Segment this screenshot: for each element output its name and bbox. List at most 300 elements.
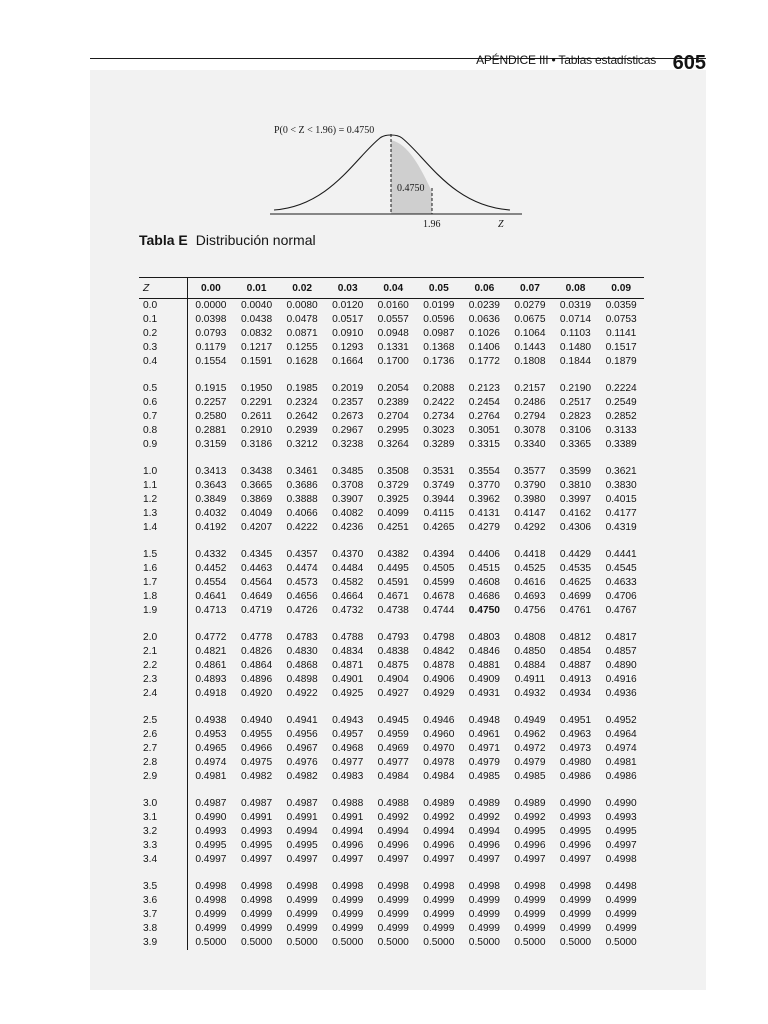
probability-cell: 0.4983	[332, 771, 364, 782]
probability-cell: 0.4943	[332, 715, 364, 726]
probability-cell: 0.4993	[559, 812, 592, 823]
z-value-cell: 3.5	[139, 880, 188, 894]
probability-cell: 0.4995	[559, 826, 592, 837]
probability-cell: 0.3980	[514, 494, 546, 505]
probability-cell: 0.4975	[240, 757, 273, 768]
probability-cell: 0.3389	[605, 439, 637, 450]
probability-cell: 0.0199	[423, 300, 455, 311]
probability-cell: 0.1985	[286, 383, 318, 394]
probability-cell: 0.4962	[514, 729, 546, 740]
probability-cell: 0.4995	[240, 840, 273, 851]
probability-cell: 0.2823	[559, 411, 592, 422]
probability-cell: 0.4857	[605, 646, 637, 657]
probability-cell: 0.4887	[559, 660, 592, 671]
probability-cell: 0.2734	[423, 411, 455, 422]
table-row	[139, 714, 644, 728]
table-row	[139, 756, 644, 770]
probability-cell: 0.3133	[605, 425, 637, 436]
probability-cell: 0.2019	[332, 383, 364, 394]
probability-cell: 0.0987	[423, 328, 455, 339]
probability-cell: 0.4946	[423, 715, 455, 726]
probability-cell: 0.0832	[240, 328, 273, 339]
probability-cell: 0.4898	[286, 674, 318, 685]
probability-cell: 0.4798	[423, 632, 455, 643]
probability-cell: 0.4986	[605, 771, 637, 782]
z-value-cell: 1.5	[139, 548, 188, 562]
probability-cell: 0.4999	[240, 923, 273, 934]
probability-cell: 0.4222	[286, 522, 318, 533]
probability-cell: 0.4992	[423, 812, 455, 823]
probability-cell: 0.4997	[423, 854, 455, 865]
probability-cell: 0.4788	[332, 632, 364, 643]
probability-cell: 0.4999	[605, 923, 637, 934]
probability-cell: 0.4997	[286, 854, 318, 865]
probability-cell: 0.2881	[195, 425, 227, 436]
table-row	[139, 936, 644, 950]
probability-cell: 0.4441	[605, 549, 637, 560]
column-header: 0.06	[462, 278, 508, 299]
probability-cell: 0.3888	[286, 494, 318, 505]
probability-cell: 0.4997	[195, 854, 227, 865]
spacer-cell	[188, 618, 645, 631]
running-head: APÉNDICE III • Tablas estadísticas	[476, 53, 656, 67]
probability-cell: 0.4999	[514, 909, 546, 920]
probability-cell: 0.3790	[514, 480, 546, 491]
group-spacer	[139, 867, 644, 880]
probability-cell: 0.4893	[195, 674, 227, 685]
probability-cell: 0.0714	[559, 314, 592, 325]
probability-cell: 0.4846	[468, 646, 500, 657]
probability-cell: 0.3708	[332, 480, 364, 491]
probability-cell: 0.4177	[605, 508, 637, 519]
table-row	[139, 687, 644, 701]
z-value-cell: 3.3	[139, 839, 188, 853]
probability-cell: 0.4997	[240, 854, 273, 865]
probability-cell: 0.5000	[332, 937, 364, 948]
probability-cell: 0.4994	[286, 826, 318, 837]
page-number: 605	[672, 52, 706, 74]
probability-cell: 0.4998	[423, 881, 455, 892]
z-value-cell: 0.6	[139, 396, 188, 410]
probability-cell: 0.4966	[240, 743, 273, 754]
probability-cell: 0.4772	[195, 632, 227, 643]
probability-cell: 0.4994	[423, 826, 455, 837]
probability-cell: 0.0080	[286, 300, 318, 311]
probability-cell: 0.4989	[468, 798, 500, 809]
probability-cell: 0.3686	[286, 480, 318, 491]
probability-cell: 0.4778	[240, 632, 273, 643]
probability-cell: 0.4957	[332, 729, 364, 740]
table-row	[139, 673, 644, 687]
probability-cell: 0.4987	[240, 798, 273, 809]
table-row	[139, 590, 644, 604]
spacer-cell	[139, 618, 188, 631]
probability-cell: 0.4999	[559, 895, 592, 906]
probability-cell: 0.4992	[514, 812, 546, 823]
probability-cell: 0.1293	[332, 342, 364, 353]
spacer-cell	[139, 784, 188, 797]
z-value-cell: 0.9	[139, 438, 188, 452]
probability-cell: 0.1808	[514, 356, 546, 367]
probability-cell: 0.2764	[468, 411, 500, 422]
probability-cell: 0.4998	[559, 881, 592, 892]
probability-cell: 0.4265	[423, 522, 455, 533]
probability-cell: 0.4994	[468, 826, 500, 837]
probability-cell: 0.2422	[423, 397, 455, 408]
z-value-cell: 2.0	[139, 631, 188, 645]
shaded-area	[391, 140, 432, 214]
probability-cell: 0.4719	[240, 605, 273, 616]
probability-cell: 0.4998	[240, 895, 273, 906]
z-value-cell: 0.4	[139, 355, 188, 369]
probability-cell: 0.1217	[240, 342, 273, 353]
probability-cell: 0.2123	[468, 383, 500, 394]
probability-cell: 0.4999	[514, 923, 546, 934]
probability-cell: 0.4099	[377, 508, 409, 519]
probability-cell: 0.4999	[423, 923, 455, 934]
table-row	[139, 424, 644, 438]
probability-cell: 0.4207	[240, 522, 273, 533]
spacer-cell	[188, 452, 645, 465]
probability-cell: 0.4998	[605, 854, 637, 865]
group-spacer	[139, 535, 644, 548]
probability-cell: 0.2224	[605, 383, 637, 394]
probability-cell: 0.4993	[195, 826, 227, 837]
probability-cell: 0.2642	[286, 411, 318, 422]
probability-cell: 0.1103	[560, 328, 591, 339]
probability-cell: 0.1664	[332, 356, 364, 367]
probability-cell: 0.4945	[377, 715, 409, 726]
table-row	[139, 355, 644, 369]
probability-cell: 0.4925	[332, 688, 364, 699]
probability-cell: 0.4995	[195, 840, 227, 851]
probability-cell: 0.4998	[195, 881, 227, 892]
probability-cell: 0.4953	[195, 729, 227, 740]
z-value-cell: 0.1	[139, 313, 188, 327]
z-value-cell: 1.0	[139, 465, 188, 479]
probability-cell: 0.4999	[332, 909, 364, 920]
probability-cell: 0.4997	[332, 854, 364, 865]
probability-cell: 0.4830	[286, 646, 318, 657]
probability-cell: 0.4991	[286, 812, 318, 823]
probability-cell: 0.5000	[377, 937, 409, 948]
probability-cell: 0.4998	[377, 881, 409, 892]
probability-cell: 0.3665	[240, 480, 273, 491]
probability-cell: 0.5000	[195, 937, 227, 948]
table-row	[139, 479, 644, 493]
probability-cell: 0.4319	[605, 522, 637, 533]
probability-cell: 0.4994	[332, 826, 364, 837]
probability-cell: 0.5000	[514, 937, 546, 948]
probability-cell: 0.4990	[605, 798, 637, 809]
probability-cell: 0.2454	[468, 397, 500, 408]
probability-cell: 0.4979	[514, 757, 546, 768]
probability-cell: 0.1064	[514, 328, 546, 339]
probability-cell: 0.4995	[286, 840, 318, 851]
probability-cell: 0.4656	[286, 591, 318, 602]
probability-cell: 0.1879	[605, 356, 637, 367]
probability-cell: 0.2517	[559, 397, 592, 408]
probability-cell: 0.2054	[377, 383, 409, 394]
probability-cell: 0.4783	[286, 632, 318, 643]
probability-cell: 0.2486	[514, 397, 546, 408]
probability-cell: 0.3186	[240, 439, 273, 450]
probability-cell: 0.1700	[377, 356, 409, 367]
probability-cell: 0.4996	[423, 840, 455, 851]
probability-cell: 0.1141	[605, 328, 637, 339]
probability-cell: 0.4963	[559, 729, 592, 740]
probability-cell: 0.4082	[332, 508, 364, 519]
probability-cell: 0.5000	[240, 937, 273, 948]
spacer-cell	[188, 701, 645, 714]
z-value-cell: 0.8	[139, 424, 188, 438]
z-value-cell: 2.1	[139, 645, 188, 659]
table-row	[139, 770, 644, 784]
table-row	[139, 465, 644, 479]
probability-cell: 0.4999	[240, 909, 273, 920]
probability-cell: 0.4834	[332, 646, 364, 657]
table-row	[139, 299, 644, 314]
probability-cell: 0.2939	[286, 425, 318, 436]
probability-cell: 0.0398	[195, 314, 227, 325]
probability-cell: 0.4998	[468, 881, 500, 892]
table-row	[139, 659, 644, 673]
probability-cell: 0.4066	[286, 508, 318, 519]
probability-cell: 0.4981	[195, 771, 227, 782]
probability-cell: 0.4969	[377, 743, 409, 754]
probability-cell: 0.4251	[377, 522, 409, 533]
probability-cell: 0.4236	[332, 522, 364, 533]
probability-cell: 0.4992	[468, 812, 500, 823]
probability-cell: 0.4952	[605, 715, 637, 726]
probability-cell: 0.4934	[559, 688, 592, 699]
z-value-cell: 1.2	[139, 493, 188, 507]
table-row	[139, 341, 644, 355]
table-row	[139, 493, 644, 507]
z-value-cell: 0.0	[139, 299, 188, 314]
probability-cell: 0.4525	[514, 563, 546, 574]
probability-cell: 0.4452	[195, 563, 227, 574]
probability-cell: 0.4909	[468, 674, 500, 685]
probability-cell: 0.4842	[423, 646, 455, 657]
probability-cell: 0.0871	[286, 328, 318, 339]
probability-cell: 0.4960	[423, 729, 455, 740]
probability-cell: 0.0160	[377, 300, 409, 311]
table-row	[139, 327, 644, 341]
group-spacer	[139, 452, 644, 465]
probability-cell: 0.4808	[514, 632, 546, 643]
column-header: 0.05	[416, 278, 462, 299]
probability-cell: 0.4474	[286, 563, 318, 574]
probability-cell: 0.1480	[559, 342, 592, 353]
probability-cell: 0.4999	[332, 923, 364, 934]
probability-cell: 0.2549	[605, 397, 637, 408]
column-header: 0.00	[188, 278, 234, 299]
z-axis-label: Z	[498, 219, 504, 230]
probability-cell: 0.4999	[605, 909, 637, 920]
probability-cell: 0.4678	[423, 591, 455, 602]
probability-cell: 0.4744	[423, 605, 455, 616]
z-value-cell: 2.5	[139, 714, 188, 728]
probability-cell: 0.4998	[286, 881, 318, 892]
probability-cell: 0.4973	[559, 743, 592, 754]
probability-cell: 0.4996	[514, 840, 546, 851]
z-value-cell: 0.5	[139, 382, 188, 396]
z-value-cell: 1.1	[139, 479, 188, 493]
probability-cell: 0.0636	[468, 314, 500, 325]
z-value-cell: 0.7	[139, 410, 188, 424]
probability-cell: 0.4871	[332, 660, 364, 671]
probability-cell: 0.4965	[195, 743, 227, 754]
probability-label: P(0 < Z < 1.96) = 0.4750	[274, 125, 375, 136]
probability-cell: 0.0438	[240, 314, 273, 325]
probability-cell: 0.4875	[377, 660, 409, 671]
probability-cell: 0.4913	[559, 674, 592, 685]
probability-cell: 0.5000	[423, 937, 455, 948]
probability-cell: 0.4726	[286, 605, 318, 616]
table-row	[139, 825, 644, 839]
probability-cell: 0.3461	[286, 466, 318, 477]
probability-cell: 0.0120	[332, 300, 364, 311]
table-row	[139, 382, 644, 396]
spacer-cell	[139, 701, 188, 714]
probability-cell: 0.4750	[468, 605, 500, 616]
table-header-row	[139, 278, 644, 299]
probability-cell: 0.3925	[377, 494, 409, 505]
probability-cell: 0.4591	[377, 577, 409, 588]
z-value-cell: 2.8	[139, 756, 188, 770]
z-table-container	[139, 277, 644, 950]
z-value-cell: 1.7	[139, 576, 188, 590]
probability-cell: 0.4761	[559, 605, 592, 616]
probability-cell: 0.4986	[559, 771, 592, 782]
probability-cell: 0.3944	[423, 494, 455, 505]
probability-cell: 0.4998	[195, 895, 227, 906]
probability-cell: 0.4987	[195, 798, 227, 809]
probability-cell: 0.4162	[559, 508, 592, 519]
probability-cell: 0.3621	[605, 466, 637, 477]
z-value-cell: 1.3	[139, 507, 188, 521]
probability-cell: 0.3830	[605, 480, 637, 491]
z-value-cell: 2.6	[139, 728, 188, 742]
group-spacer	[139, 784, 644, 797]
probability-cell: 0.4999	[468, 895, 500, 906]
probability-cell: 0.3315	[468, 439, 500, 450]
probability-cell: 0.4906	[423, 674, 455, 685]
probability-cell: 0.4345	[240, 549, 273, 560]
probability-cell: 0.4495	[377, 563, 409, 574]
probability-cell: 0.4974	[195, 757, 227, 768]
probability-cell: 0.4961	[468, 729, 500, 740]
probability-cell: 0.4999	[559, 909, 592, 920]
probability-cell: 0.4999	[468, 923, 500, 934]
probability-cell: 0.4997	[559, 854, 592, 865]
probability-cell: 0.4115	[423, 508, 455, 519]
probability-cell: 0.4927	[377, 688, 409, 699]
column-header: 0.09	[598, 278, 644, 299]
table-row	[139, 507, 644, 521]
probability-cell: 0.1406	[468, 342, 500, 353]
probability-cell: 0.4999	[423, 909, 455, 920]
probability-cell: 0.2357	[332, 397, 364, 408]
probability-cell: 0.3438	[240, 466, 273, 477]
probability-cell: 0.4732	[332, 605, 364, 616]
z-value-cell: 2.9	[139, 770, 188, 784]
probability-cell: 0.1255	[286, 342, 318, 353]
probability-cell: 0.3810	[559, 480, 592, 491]
table-row	[139, 742, 644, 756]
probability-cell: 0.1628	[286, 356, 318, 367]
probability-cell: 0.1554	[195, 356, 227, 367]
probability-cell: 0.3238	[332, 439, 364, 450]
z-value-cell: 3.6	[139, 894, 188, 908]
probability-cell: 0.4756	[514, 605, 546, 616]
probability-cell: 0.4964	[605, 729, 637, 740]
probability-cell: 0.4997	[377, 854, 409, 865]
probability-cell: 0.3413	[195, 466, 227, 477]
probability-cell: 0.4131	[468, 508, 500, 519]
probability-cell: 0.4990	[559, 798, 592, 809]
probability-cell: 0.3485	[332, 466, 364, 477]
probability-cell: 0.4418	[514, 549, 546, 560]
probability-cell: 0.4429	[559, 549, 592, 560]
probability-cell: 0.4999	[605, 895, 637, 906]
probability-cell: 0.4641	[195, 591, 227, 602]
probability-cell: 0.1950	[240, 383, 273, 394]
table-row	[139, 811, 644, 825]
probability-cell: 0.4991	[240, 812, 273, 823]
probability-cell: 0.4997	[468, 854, 500, 865]
probability-cell: 0.4998	[240, 881, 273, 892]
probability-cell: 0.3729	[377, 480, 409, 491]
probability-cell: 0.1443	[514, 342, 546, 353]
spacer-cell	[139, 867, 188, 880]
probability-cell: 0.4940	[240, 715, 273, 726]
spacer-cell	[188, 784, 645, 797]
probability-cell: 0.4803	[468, 632, 500, 643]
probability-cell: 0.4996	[559, 840, 592, 851]
probability-cell: 0.4999	[286, 895, 318, 906]
probability-cell: 0.0948	[377, 328, 409, 339]
probability-cell: 0.4671	[377, 591, 409, 602]
z-value-cell: 0.3	[139, 341, 188, 355]
area-label: 0.4750	[397, 183, 425, 194]
probability-cell: 0.2190	[559, 383, 592, 394]
probability-cell: 0.4971	[468, 743, 500, 754]
probability-cell: 0.4861	[195, 660, 227, 671]
probability-cell: 0.3264	[377, 439, 409, 450]
probability-cell: 0.4931	[468, 688, 500, 699]
probability-cell: 0.2967	[332, 425, 364, 436]
column-header: 0.08	[553, 278, 599, 299]
probability-cell: 0.5000	[286, 937, 318, 948]
probability-cell: 0.2389	[377, 397, 409, 408]
probability-cell: 0.1517	[605, 342, 637, 353]
probability-cell: 0.4306	[559, 522, 592, 533]
probability-cell: 0.4738	[377, 605, 409, 616]
table-row	[139, 645, 644, 659]
probability-cell: 0.4955	[240, 729, 273, 740]
probability-cell: 0.1915	[195, 383, 227, 394]
probability-cell: 0.3212	[286, 439, 318, 450]
probability-cell: 0.4922	[286, 688, 318, 699]
probability-cell: 0.4978	[423, 757, 455, 768]
probability-cell: 0.4625	[559, 577, 592, 588]
probability-cell: 0.4999	[286, 909, 318, 920]
probability-cell: 0.4896	[240, 674, 273, 685]
probability-cell: 0.4686	[468, 591, 500, 602]
table-body	[139, 299, 644, 951]
